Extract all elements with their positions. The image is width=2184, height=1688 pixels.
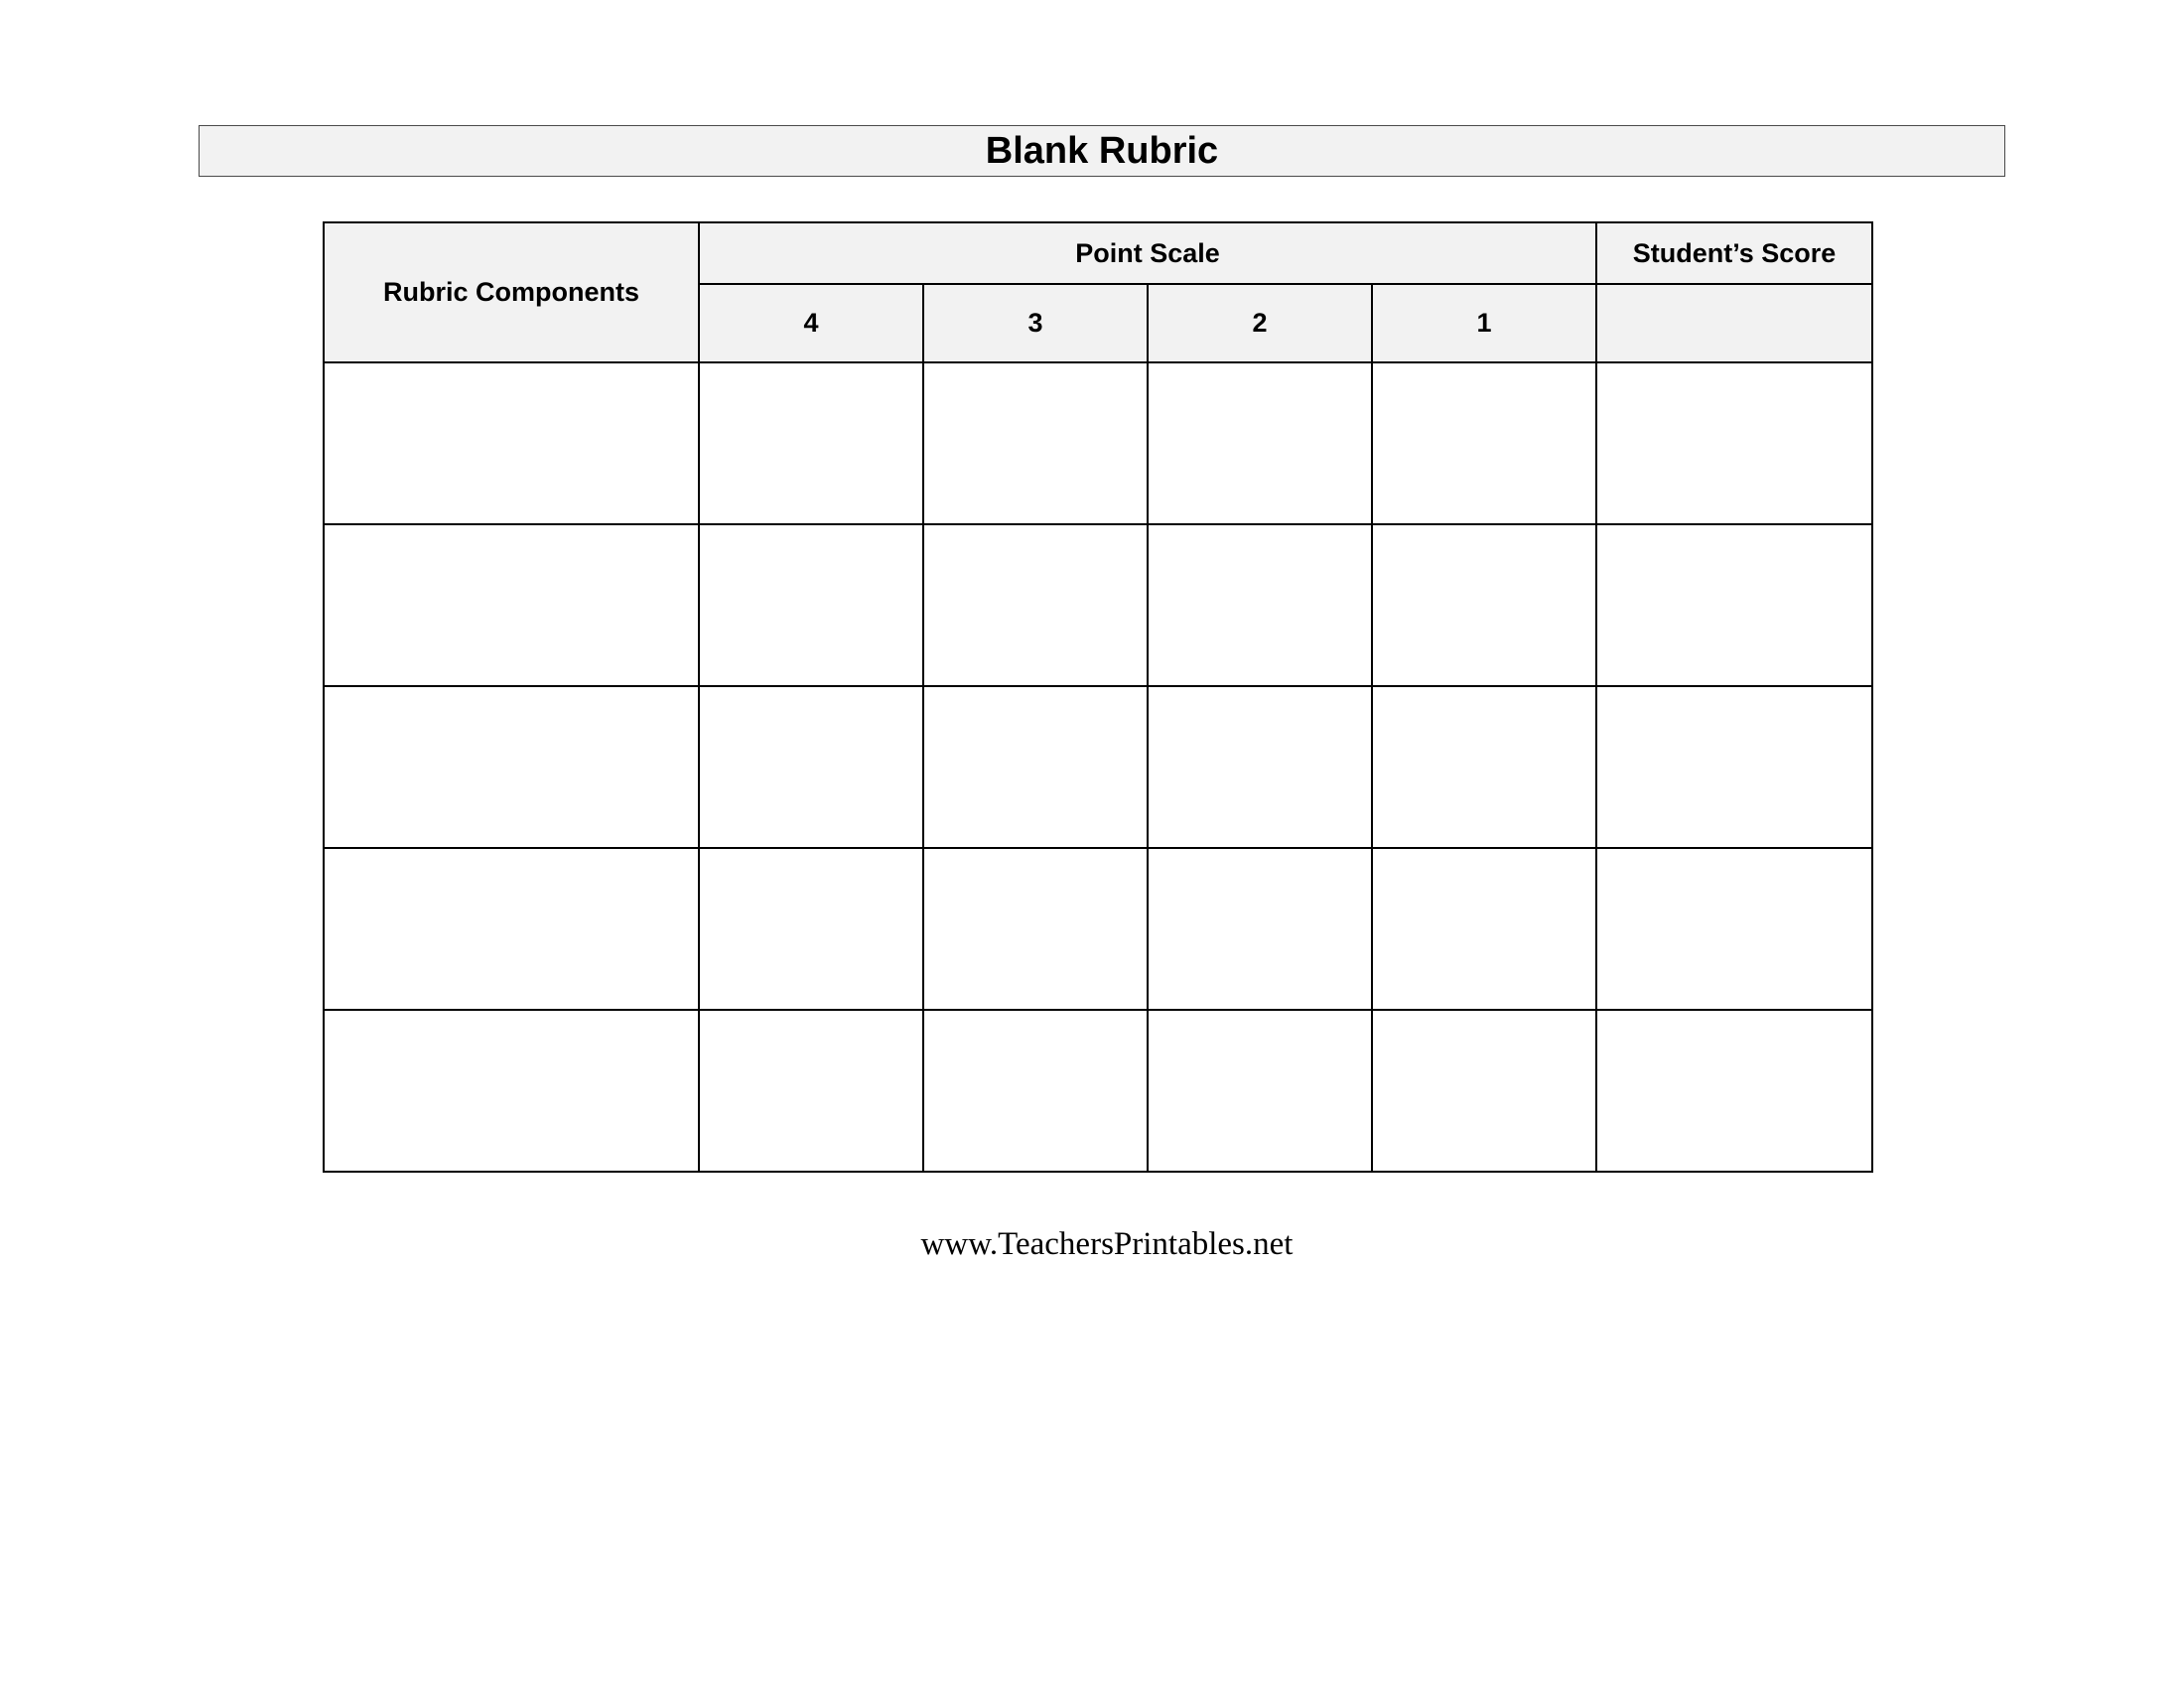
point-1-cell[interactable] [1372,362,1596,524]
point-2-cell[interactable] [1148,686,1372,848]
point-4-cell[interactable] [699,524,923,686]
point-scale-header: Point Scale [699,222,1596,284]
point-1-cell[interactable] [1372,686,1596,848]
rubric-table [323,221,1873,1173]
point-4-cell[interactable] [699,686,923,848]
title-bar [199,125,2005,177]
score-cell[interactable] [1596,1010,1872,1172]
students-score-header: Student’s Score [1596,222,1872,284]
point-2-cell[interactable] [1148,1010,1372,1172]
point-3-header: 3 [923,284,1148,362]
point-3-cell[interactable] [923,524,1148,686]
table-row [324,1010,1872,1172]
table-row [324,848,1872,1010]
score-cell[interactable] [1596,524,1872,686]
point-4-cell[interactable] [699,362,923,524]
footer-website: www.TeachersPrintables.net [920,1226,1294,1262]
table-row [324,686,1872,848]
point-4-cell[interactable] [699,1010,923,1172]
score-subheader-blank [1596,284,1872,362]
point-3-cell[interactable] [923,362,1148,524]
component-cell[interactable] [324,1010,699,1172]
score-cell[interactable] [1596,686,1872,848]
point-3-cell[interactable] [923,1010,1148,1172]
point-3-cell[interactable] [923,686,1148,848]
component-cell[interactable] [324,848,699,1010]
point-4-header: 4 [699,284,923,362]
component-cell[interactable] [324,686,699,848]
component-cell[interactable] [324,362,699,524]
point-2-cell[interactable] [1148,848,1372,1010]
rubric-components-header: Rubric Components [324,222,699,362]
table-row [324,524,1872,686]
point-4-cell[interactable] [699,848,923,1010]
score-cell[interactable] [1596,848,1872,1010]
point-3-cell[interactable] [923,848,1148,1010]
point-2-cell[interactable] [1148,362,1372,524]
point-1-cell[interactable] [1372,1010,1596,1172]
table-row [324,362,1872,524]
score-cell[interactable] [1596,362,1872,524]
component-cell[interactable] [324,524,699,686]
point-1-cell[interactable] [1372,848,1596,1010]
point-2-cell[interactable] [1148,524,1372,686]
point-2-header: 2 [1148,284,1372,362]
page-title: Blank Rubric [985,130,1219,172]
point-1-header: 1 [1372,284,1596,362]
point-1-cell[interactable] [1372,524,1596,686]
